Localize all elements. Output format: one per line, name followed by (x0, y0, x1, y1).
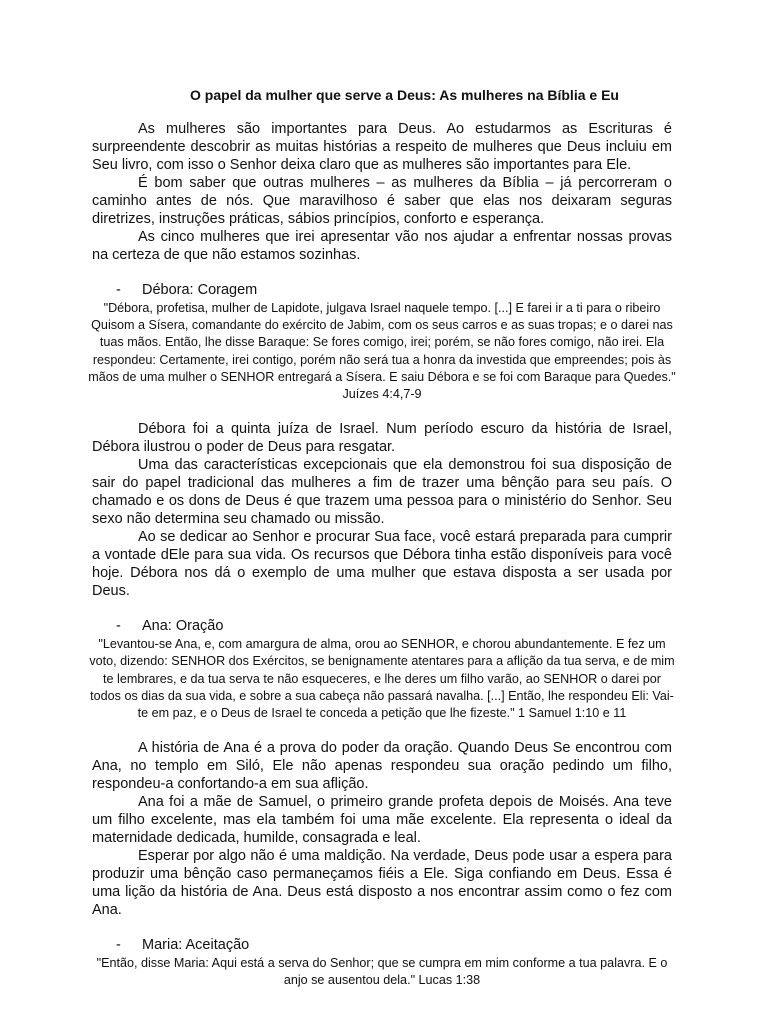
paragraph: Débora foi a quinta juíza de Israel. Num período escuro da história de Israel, Débora ilustrou o poder de Deus para resgatar. (92, 421, 672, 456)
bible-quote: "Débora, profetisa, mulher de Lapidote, julgava Israel naquele tempo. [...] E farei ir a ti para o ribeiro Quisom a Sísera, comandante do exército de Jabim, com os seus carros e as suas tropas; e o darei nas tuas mãos. Então, lhe disse Baraque: Se fores comigo, irei; porém, se não fores comigo, não irei. Ela respondeu: Certamente, irei contigo, porém não será tua a honra da investida que empreendes; pois às mãos de uma mulher o SENHOR entregará a Sísera. E saiu Débora e se foi com Baraque para Quedes." Juízes 4:4,7-9 (88, 301, 676, 402)
paragraph: A história de Ana é a prova do poder da oração. Quando Deus Se encontrou com Ana, no templo em Siló, Ele não apenas respondeu sua oração pedindo um filho, respondeu-a confortando-a em sua aflição. (92, 740, 672, 793)
bible-quote: "Então, disse Maria: Aqui está a serva do Senhor; que se cumpra em mim conforme a tua palavra. E o anjo se ausentou dela." Lucas 1:38 (96, 956, 668, 988)
section-heading (116, 617, 672, 635)
spacer (92, 722, 672, 739)
paragraph: É bom saber que outras mulheres – as mulheres da Bíblia – já percorreram o caminho antes de nós. Que maravilhoso é saber que elas nos deixaram seguras diretrizes, instruções práticas, sábios princípios, conforto e esperança. (92, 175, 672, 227)
section-heading (116, 281, 672, 299)
paragraph: As cinco mulheres que irei apresentar vão nos ajudar a enfrentar nossas provas na certeza de que não estamos sozinhas. (92, 229, 672, 263)
section-heading-label: Ana: Oração (142, 618, 224, 635)
paragraph: Uma das características excepcionais que ela demonstrou foi sua disposição de sair do papel tradicional das mulheres a fim de trazer uma bênção para seu país. O chamado e os dons de Deus é que trazem uma pessoa para o ministério do Senhor. Seu sexo não determina seu chamado ou missão. (92, 457, 672, 528)
paragraph: Esperar por algo não é uma maldição. Na verdade, Deus pode usar a espera para produzir uma bênção caso permaneçamos fiéis a Ele. Siga confiando em Deus. Essa é uma lição da história de Ana. Deus está disposto a nos encontrar assim como o fez com Ana. (92, 848, 672, 919)
section-heading (116, 936, 672, 954)
list-dash: - (116, 937, 121, 954)
paragraph: Ana foi a mãe de Samuel, o primeiro grande profeta depois de Moisés. Ana teve um filho excelente, mas ela também foi uma mãe excelente. Ela representa o ideal da maternidade dedicada, humilde, consagrada e leal. (92, 794, 672, 847)
list-dash: - (116, 282, 121, 298)
section-heading-label: Maria: Aceitação (142, 937, 250, 954)
document-title: O papel da mulher que serve a Deus: As mulheres na Bíblia e Eu (190, 87, 619, 103)
paragraph: As mulheres são importantes para Deus. Ao estudarmos as Escrituras é surpreendente descobrir as muitas histórias a respeito de mulheres que Deus incluiu em Seu livro, com isso o Senhor deixa claro que as mulheres são importantes para Ele. (92, 121, 672, 173)
spacer (92, 403, 672, 420)
spacer (92, 919, 672, 936)
list-dash: - (116, 618, 121, 635)
document-body (88, 120, 676, 990)
spacer (92, 264, 672, 281)
bible-quote: "Levantou-se Ana, e, com amargura de alma, orou ao SENHOR, e chorou abundantemente. E fez um voto, dizendo: SENHOR dos Exércitos, se benignamente atentares para a aflição da tua serva, e de mim te lembrares, e da tua serva te não esqueceres, e lhe deres um filho varão, ao SENHOR o darei por todos os dias da sua vida, e sobre a sua cabeça não passará navalha. [...] Então, lhe respondeu Eli: Vai-te em paz, e o Deus de Israel te conceda a petição que lhe fizeste." 1 Samuel 1:10 e 11 (89, 637, 675, 721)
section-heading-label: Débora: Coragem (142, 282, 258, 298)
spacer (92, 600, 672, 617)
paragraph: Ao se dedicar ao Senhor e procurar Sua face, você estará preparada para cumprir a vontade dEle para sua vida. Os recursos que Débora tinha estão disponíveis para você hoje. Débora nos dá o exemplo de uma mulher que estava disposta a ser usada por Deus. (92, 529, 672, 600)
